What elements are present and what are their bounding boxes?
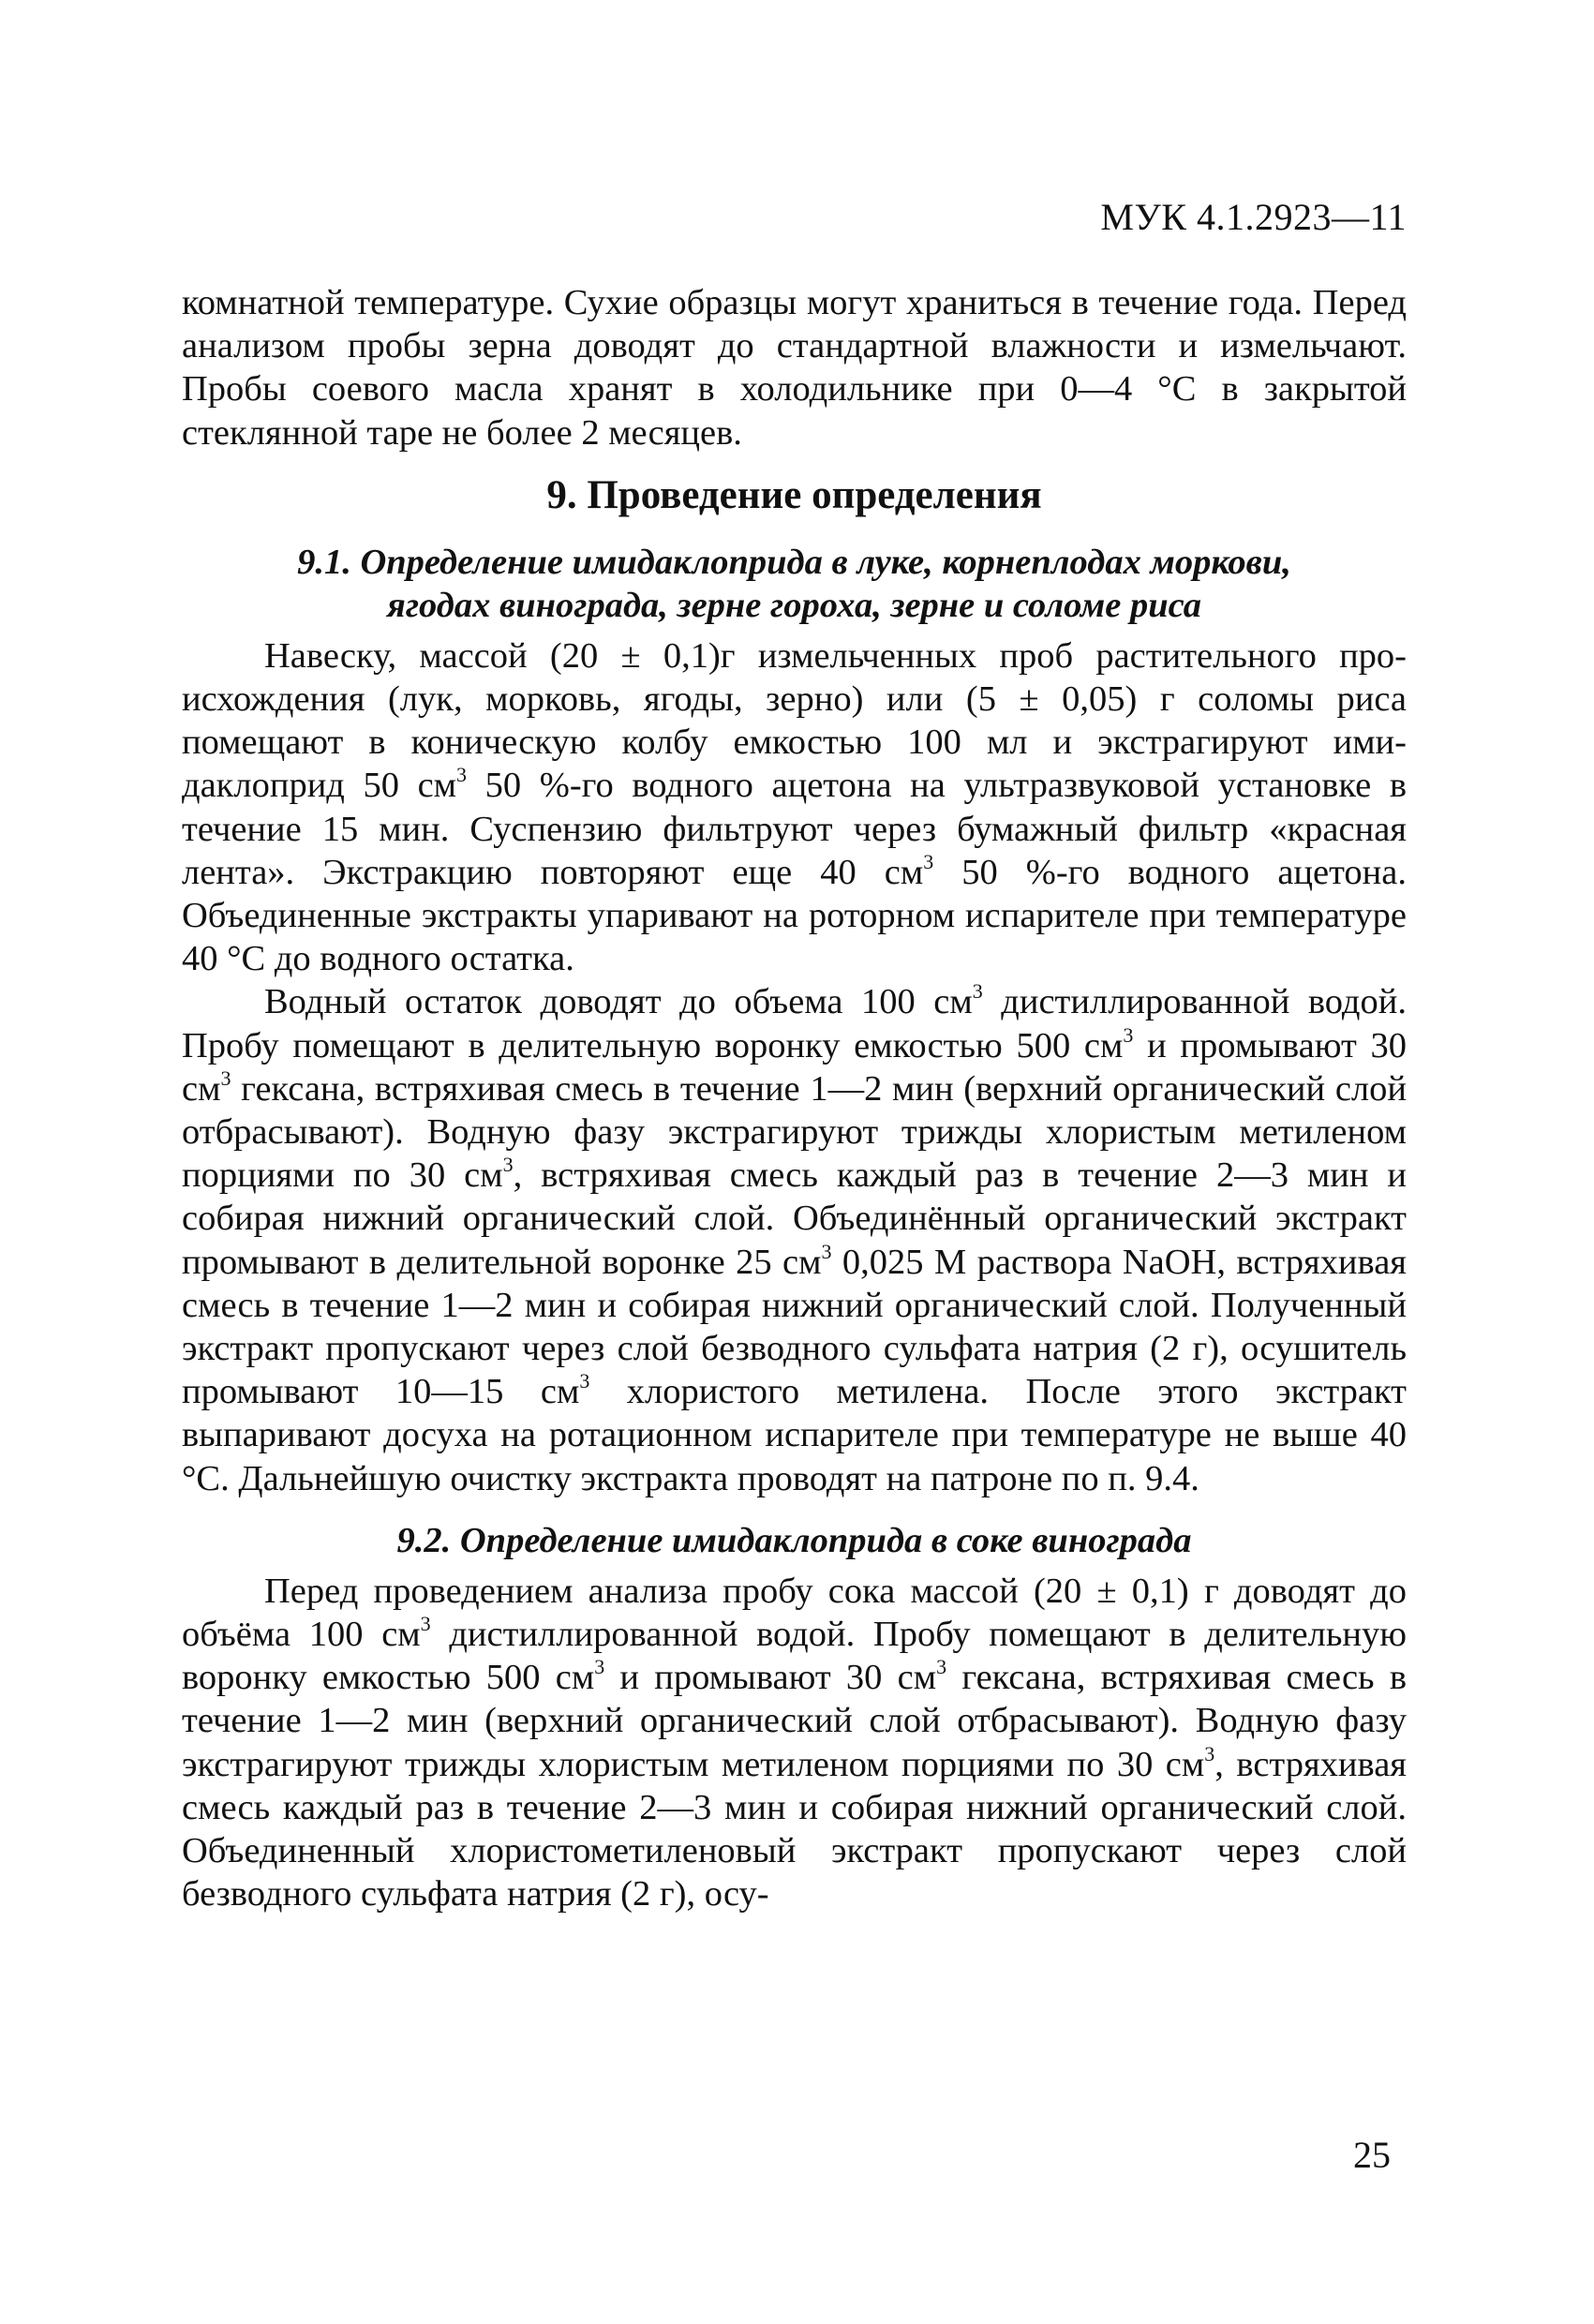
text-run: Навеску, массой (20 ± 0,1)г измельченных проб растительного происхождения (лук, морковь, ягоды, зерно) или (5 ± 0,05) г соломы риса помещают в коническую колбу емкостью 100 мл и экстрагируют имидаклоприд 50 см: [182, 635, 1407, 806]
text-run: гексана, встряхивая смесь в течение 1—2 мин (верхний органический слой отбрасывают). Водную фазу экстрагируют трижды хлористым метиленом порциями по 30 см: [182, 1658, 1407, 1784]
superscript: 3: [936, 1655, 947, 1679]
superscript: 3: [502, 1153, 514, 1177]
superscript: 3: [1204, 1741, 1215, 1765]
superscript: 3: [456, 763, 468, 787]
page-body: [182, 281, 1407, 1916]
text-run: , встряхивая смесь каждый раз в течение 2—3 мин и собирая нижний органический слой. Объединённый органический экстракт промывают в делительной воронке 25 см: [182, 1155, 1408, 1282]
text-run: 50 %-го водного ацетона на ультразвуковой установке в течение 15 мин. Суспензию фильтруют через бумажный фильтр «красная лента». Экстракцию повторяют еще 40 см: [182, 766, 1407, 892]
paragraph-9-1-a: [182, 634, 1407, 981]
text-run: дистиллированной водой. Пробу помещают в делительную воронку емкостью 500 см: [182, 1615, 1408, 1698]
page-number: 25: [1353, 2134, 1391, 2176]
superscript: 3: [420, 1612, 431, 1636]
superscript: 3: [1123, 1022, 1134, 1047]
subsection-9-1-title-line2: ягодах винограда, зерне гороха, зерне и соломе риса: [387, 585, 1201, 625]
superscript: 3: [923, 849, 934, 873]
subsection-9-1-title-line1: 9.1. Определение имидаклоприда в луке, корнеплодах моркови,: [297, 542, 1291, 582]
text-run: 50 %-го водного ацетона. Объединенные экстракты упаривают на роторном испарителе при температуре 40 °С до водного остатка.: [182, 852, 1408, 979]
paragraph-9-1-b: [182, 980, 1407, 1499]
intro-paragraph: комнатной температуре. Сухие образцы могут храниться в течение года. Перед анализом пробы зерна доводят до стандартной влажности и измельчают. Пробы соевого масла хранят в холодильнике при 0—4 °С в закрытой стеклянной таре не более 2 месяцев.: [182, 283, 1407, 453]
superscript: 3: [220, 1065, 231, 1090]
text-run: и промывают 30 см: [604, 1658, 937, 1698]
document-code-header: МУК 4.1.2923—11: [1100, 196, 1407, 238]
text-run: 0,025 М раствора NaOH, встряхивая смесь в течение 1—2 мин и собирая нижний органический слой. Полученный экстракт пропускают через слой безводного сульфата натрия (2 г), осушитель промывают 10—15 см: [182, 1242, 1407, 1412]
text-run: гексана, встряхивая смесь в течение 1—2 мин (верхний органический слой отбрасывают). Водную фазу экстрагируют трижды хлористым метиленом порциями по 30 см: [182, 1068, 1407, 1196]
superscript: 3: [594, 1655, 605, 1679]
text-run: и промывают 30 см: [182, 1025, 1408, 1109]
paragraph-9-2-a: [182, 1570, 1407, 1916]
text-run: хлористого метилена. После этого экстракт выпаривают досуха на ротационном испарителе при температуре не выше 40 °С. Дальнейшую очистку экстракта проводят на патроне по п. 9.4.: [182, 1372, 1407, 1498]
superscript: 3: [972, 979, 983, 1004]
section-9-title: 9. Проведение определения: [546, 472, 1042, 517]
superscript: 3: [579, 1369, 590, 1393]
text-run: Водный остаток доводят до объема 100 см: [264, 982, 973, 1022]
text-run: Перед проведением анализа пробу сока массой (20 ± 0,1) г доводят до объёма 100 см: [182, 1571, 1407, 1655]
text-run: дистиллированной водой. Пробу помещают в делительную воронку емкостью 500 см: [182, 982, 1407, 1065]
subsection-9-2-title: 9.2. Определение имидаклоприда в соке винограда: [396, 1520, 1192, 1560]
subsection-9-1-title: [182, 541, 1407, 627]
text-run: , встряхивая смесь каждый раз в течение 2—3 мин и собирая нижний органический слой. Объединенный хлористометиленовый экстракт пропускают через слой безводного сульфата натрия (2 г), осу-: [182, 1744, 1407, 1914]
superscript: 3: [821, 1239, 832, 1263]
